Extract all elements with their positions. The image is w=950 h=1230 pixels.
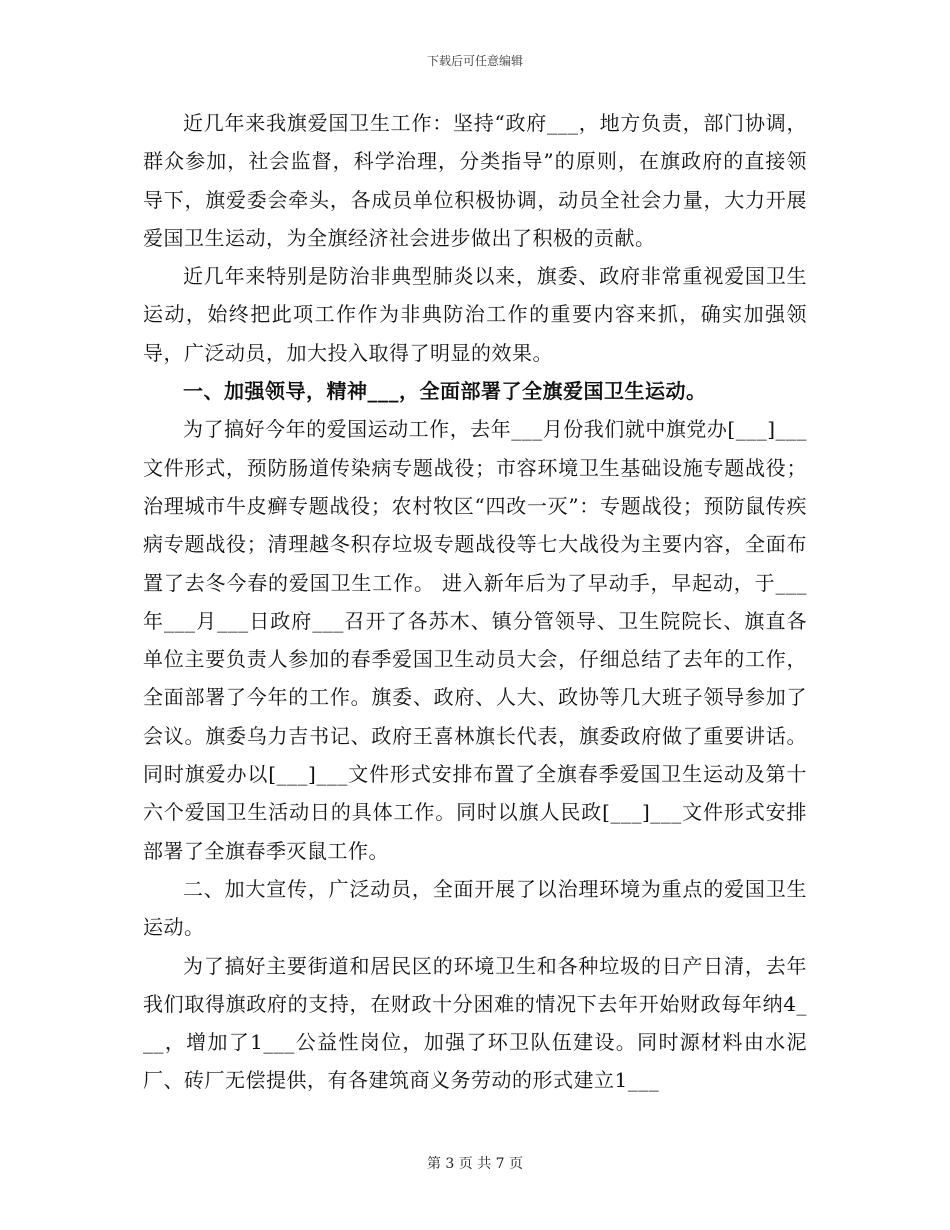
page-header: 下载后可任意编辑 [426, 54, 523, 68]
section-heading-1: 一、加强领导，精神___，全面部署了全旗爱国卫生运动。 [183, 379, 707, 404]
paragraph-sars: 近几年来特别是防治非典型肺炎以来，旗委、政府非常重视爱国卫生运动，始终把此项工作作为非典防治工作的重要内容来抓，确实加强领导，广泛动员，加大投入取得了明显的效果。 [143, 264, 807, 365]
section-heading-2: 二、加大宣传，广泛动员，全面开展了以治理环境为重点的爱国卫生运动。 [143, 876, 807, 940]
document-body [143, 104, 807, 1100]
paragraph-intro: 近几年来我旗爱国卫生工作：坚持“政府___，地方负责，部门协调，群众参加，社会监督，科学治理，分类指导”的原则，在旗政府的直接领导下，旗爱委会牵头，各成员单位积极协调，动员全社会力量，大力开展爱国卫生运动，为全旗经济社会进步做出了积极的贡献。 [143, 111, 807, 250]
paragraph-section-2: 为了搞好主要街道和居民区的环境卫生和各种垃圾的日产日清，去年我们取得旗政府的支持，在财政十分困难的情况下去年开始财政每年纳4___，增加了1___公益性岗位，加强了环卫队伍建设。同时源材料由水泥厂、砖厂无偿提供，有各建筑商义务劳动的形式建立1___ [143, 953, 807, 1093]
page-number: 第 3 页 共 7 页 [426, 1156, 524, 1172]
paragraph-section-1: 为了搞好今年的爱国运动工作，去年___月份我们就中旗党办[___]___文件形式，预防肠道传染病专题战役；市容环境卫生基础设施专题战役；治理城市牛皮癣专题战役；农村牧区“四改一灭”：专题战役；预防鼠传疾病专题战役；清理越冬积存垃圾专题战役等七大战役为主要内容，全面布置了去冬今春的爱国卫生工作。 进入新年后为了早动手，早起动，于___年___月___日政府___召开了各苏木、镇分管领导、卫生院院长、旗直各单位主要负责人参加的春季爱国卫生动员大会，仔细总结了去年的工作，全面部署了今年的工作。旗委、政府、人大、政协等几大班子领导参加了会议。旗委乌力吉书记、政府王喜林旗长代表，旗委政府做了重要讲话。同时旗爱办以[___]___文件形式安排布置了全旗春季爱国卫生运动及第十六个爱国卫生活动日的具体工作。同时以旗人民政[___]___文件形式安排部署了全旗春季灭鼠工作。 [143, 417, 807, 863]
